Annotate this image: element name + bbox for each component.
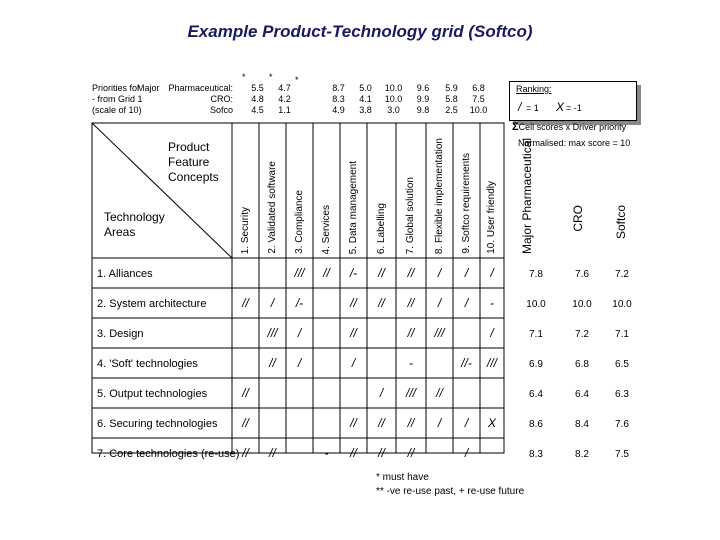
- priority-score: 4.7: [278, 83, 291, 93]
- result-score: 8.2: [575, 449, 589, 460]
- priority-score: 5.9: [445, 83, 458, 93]
- result-score: 7.6: [575, 269, 589, 280]
- grid-cell-mark: //: [407, 296, 415, 310]
- result-score: 7.1: [615, 329, 629, 340]
- result-score: 6.3: [615, 389, 629, 400]
- result-score: 10.0: [612, 299, 632, 310]
- grid-cell-mark: //: [242, 416, 249, 430]
- grid-cell-mark: //: [436, 386, 443, 400]
- result-score: 6.5: [615, 359, 629, 370]
- priorities-label-3: (scale of 10): [92, 105, 142, 115]
- result-score: 7.5: [615, 449, 629, 460]
- grid-cell-mark: -: [409, 356, 413, 370]
- column-header: 3. Compliance: [293, 190, 305, 254]
- priority-score: 4.2: [278, 94, 291, 104]
- grid-cell-mark: ///: [267, 326, 278, 340]
- priorities-label-1: Priorities for: [92, 83, 141, 93]
- result-score: 7.1: [529, 329, 543, 340]
- column-header: 10. User friendly: [486, 181, 497, 254]
- ranking-pos: = 1: [526, 103, 539, 113]
- grid-cell-mark: ///: [294, 266, 305, 280]
- grid-cell-mark: /-: [349, 266, 358, 280]
- grid-cell-mark: //: [407, 416, 415, 430]
- column-header: 7. Global solution: [405, 176, 416, 254]
- result-score: 7.6: [615, 419, 629, 430]
- column-header: 6. Labelling: [375, 202, 387, 254]
- grid-cell-mark: //: [378, 446, 385, 460]
- customer-cro: CRO:: [210, 94, 233, 104]
- priority-score: 3.8: [359, 105, 372, 115]
- cross-symbol: X: [556, 100, 565, 114]
- grid-cell-mark: /: [437, 416, 442, 430]
- grid-cell-mark: ///: [486, 356, 497, 370]
- grid-cell-mark: /: [464, 446, 469, 460]
- priority-score: 4.1: [359, 94, 372, 104]
- grid-cell-mark: //: [323, 266, 330, 280]
- grid-cell-mark: ///: [434, 326, 445, 340]
- grid-cell-mark: /: [379, 386, 384, 400]
- grid-cell-mark: //: [378, 296, 385, 310]
- result-score: 6.9: [529, 359, 543, 370]
- row-label: 3. Design: [97, 328, 144, 340]
- result-score: 6.4: [575, 389, 589, 400]
- grid-cell-mark: /: [351, 356, 356, 370]
- column-header: 9. Softco requirements: [460, 153, 472, 254]
- priority-score: 5.5: [251, 83, 264, 93]
- result-col-cro: CRO: [571, 205, 585, 232]
- row-label: 6. Securing technologies: [97, 418, 218, 430]
- grid-cell-mark: //: [378, 416, 385, 430]
- grid-cell-mark: /: [297, 326, 302, 340]
- grid-cell-mark: /: [297, 356, 302, 370]
- grid-cell-mark: /: [437, 296, 442, 310]
- priority-score: 4.9: [332, 105, 345, 115]
- priority-score: 9.8: [416, 105, 430, 115]
- grid-cell-mark: /: [464, 266, 469, 280]
- result-score: 7.2: [615, 269, 629, 280]
- must-have-mark-1: *: [242, 72, 246, 82]
- priority-score: 4.8: [251, 94, 264, 104]
- corner-technology-label: Technology Areas: [104, 210, 165, 239]
- priority-score: 9.6: [416, 83, 430, 93]
- ranking-normalised: Normalised: max score = 10: [518, 138, 631, 148]
- result-score: 6.8: [575, 359, 589, 370]
- column-header: 5. Data management: [347, 160, 359, 254]
- priority-score: 8.7: [332, 83, 345, 93]
- grid-cell-mark: ///: [405, 386, 416, 400]
- grid-cell-mark: //: [242, 296, 249, 310]
- result-score: 10.0: [572, 299, 592, 310]
- tick-symbol: /: [518, 100, 522, 114]
- grid-cell-mark: -: [490, 296, 494, 310]
- row-label: 7. Core technologies (re-use): [97, 448, 240, 460]
- row-label: 5. Output technologies: [97, 388, 208, 400]
- result-score: 6.4: [529, 389, 543, 400]
- result-score: 10.0: [526, 299, 546, 310]
- corner-product-label: Product Feature Concepts: [168, 140, 219, 184]
- ranking-legend: [509, 81, 637, 121]
- grid-cell-mark: /: [437, 266, 442, 280]
- result-col-major-pharma: Major Pharmaceutical: [520, 137, 534, 254]
- priority-score: 10.0: [384, 83, 403, 93]
- row-label: 2. System architecture: [97, 298, 207, 310]
- grid-cell-mark: /: [490, 326, 494, 340]
- grid-cell-mark: /: [464, 296, 469, 310]
- grid-cell-mark: //: [269, 446, 276, 460]
- ranking-formula: ΣCell scores x Driver priority: [512, 121, 627, 133]
- grid-cell-mark: //: [242, 386, 249, 400]
- grid-cell-mark: //: [350, 446, 357, 460]
- priority-score: 8.3: [332, 94, 345, 104]
- row-label: 1. Alliances: [97, 268, 153, 280]
- row-label: 4. 'Soft' technologies: [97, 358, 198, 370]
- grid-cell-mark: //: [407, 266, 415, 280]
- grid-cell-mark: //: [350, 416, 357, 430]
- priority-score: 5.0: [359, 83, 372, 93]
- must-have-mark-3: *: [295, 75, 299, 85]
- grid-cell-mark: //: [407, 446, 415, 460]
- grid-cell-mark: /: [464, 416, 469, 430]
- grid-cell-mark: //: [350, 326, 357, 340]
- grid-cell-mark: //: [269, 356, 276, 370]
- result-score: 8.6: [529, 419, 543, 430]
- column-header: 4. Services: [320, 204, 332, 254]
- grid-cell-mark: /: [270, 296, 275, 310]
- page-title: Example Product-Technology grid (Softco): [187, 22, 533, 41]
- grid-cell-mark: /-: [295, 296, 304, 310]
- grid-cell-mark: -: [324, 446, 329, 460]
- priority-score: 6.8: [472, 83, 485, 93]
- priority-score: 9.9: [416, 94, 430, 104]
- ranking-neg: = -1: [566, 103, 582, 113]
- customer-pharma: Pharmaceutical:: [168, 83, 233, 93]
- result-score: 7.8: [529, 269, 543, 280]
- grid-cell-mark: //: [350, 296, 357, 310]
- grid-cell-mark: //: [242, 446, 249, 460]
- priority-score: 4.5: [251, 105, 264, 115]
- grid-cell-mark: /: [490, 266, 494, 280]
- customer-sofco: Sofco: [209, 105, 233, 115]
- priorities-label-2: - from Grid 1: [92, 94, 143, 104]
- priority-score: 7.5: [472, 94, 485, 104]
- column-header: 8. Flexible implementation: [433, 137, 445, 254]
- priority-score: 5.8: [445, 94, 458, 104]
- grid-cell-mark: //: [407, 326, 415, 340]
- grid-cell-mark: //: [378, 266, 385, 280]
- priority-score: 10.0: [469, 105, 488, 115]
- column-header: 1. Security: [239, 206, 251, 254]
- priority-score: 10.0: [384, 94, 403, 104]
- grid-cell-mark: X: [487, 416, 496, 430]
- grid-cell-mark: //-: [461, 356, 472, 370]
- must-have-mark-2: *: [269, 72, 273, 82]
- result-col-softco: Softco: [614, 205, 628, 240]
- result-score: 8.3: [529, 449, 543, 460]
- column-header: 2. Validated software: [266, 161, 278, 254]
- priorities-overlap-text: Major: [137, 83, 160, 93]
- result-score: 8.4: [575, 419, 589, 430]
- result-score: 7.2: [575, 329, 589, 340]
- priority-score: 2.5: [445, 105, 458, 115]
- footnote-reuse: ** -ve re-use past, + re-use future: [376, 486, 525, 497]
- footnote-must-have: * must have: [376, 472, 429, 483]
- ranking-title: Ranking:: [516, 84, 552, 94]
- priority-score: 1.1: [278, 105, 291, 115]
- priority-score: 3.0: [387, 105, 400, 115]
